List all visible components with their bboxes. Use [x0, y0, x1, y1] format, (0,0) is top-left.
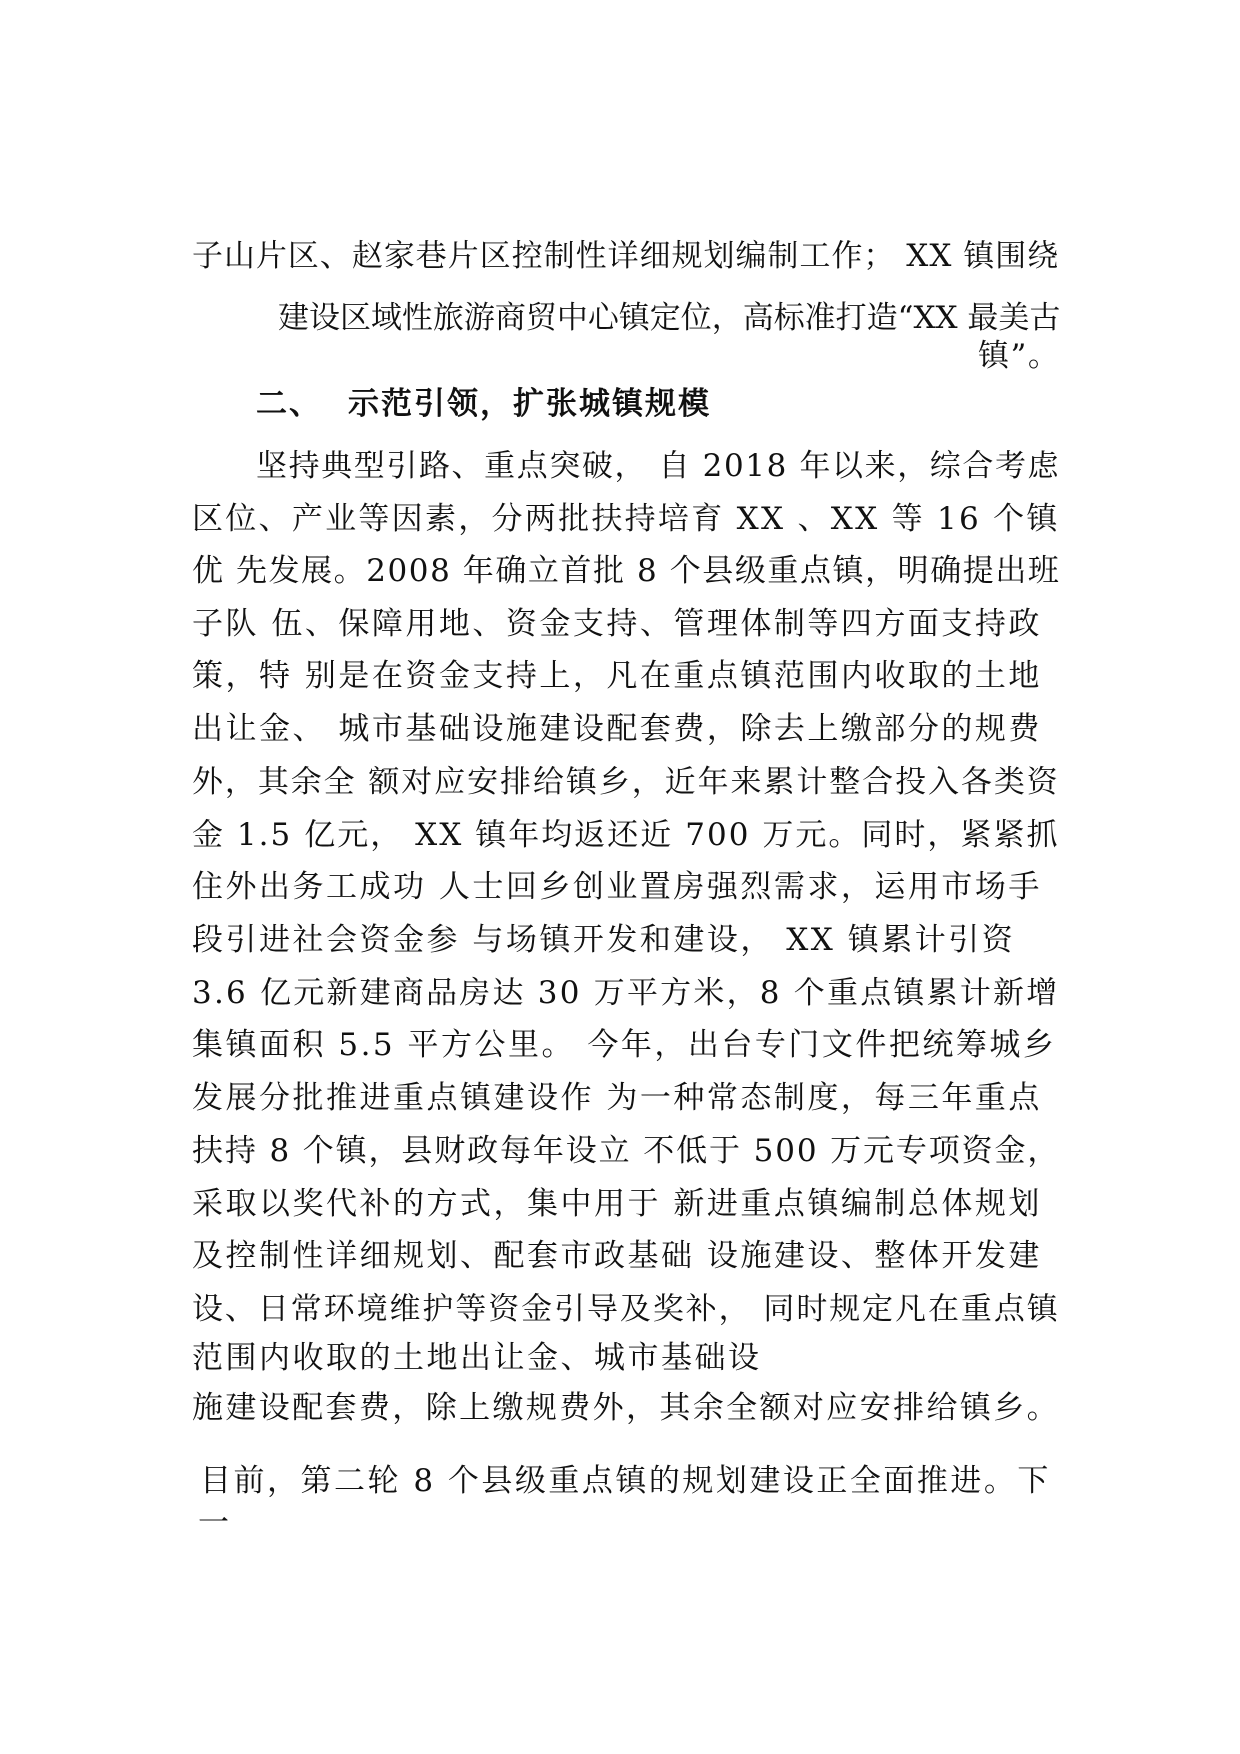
text-line: 3.6 亿元新建商品房达 30 万平方米，8 个重点镇累计新增: [192, 975, 1060, 1011]
text-line: 设、日常环境维护等资金引导及奖补， 同时规定凡在重点镇: [192, 1291, 1060, 1327]
text-line: 住外出务工成功 人士回乡创业置房强烈需求，运用市场手: [192, 869, 1042, 905]
text-line: 策，特 别是在资金支持上，凡在重点镇范围内收取的土地: [192, 658, 1042, 694]
text-line: 建设区域性旅游商贸中心镇定位，高标准打造“XX 最美古: [278, 300, 1061, 336]
text-line: 目前，第二轮 8 个县级重点镇的规划建设正全面推进。下: [200, 1463, 1051, 1499]
text-line: 出让金、 城市基础设施建设配套费，除去上缴部分的规费: [192, 711, 1042, 747]
text-line: 优 先发展。2008 年确立首批 8 个县级重点镇，明确提出班: [192, 553, 1061, 589]
section-heading: [256, 384, 711, 424]
text-line: 外，其余全 额对应安排给镇乡，近年来累计整合投入各类资: [192, 764, 1060, 800]
text-line: 坚持典型引路、重点突破， 自 2018 年以来，综合考虑: [256, 448, 1061, 484]
section-title: 示范引领，扩张城镇规模: [348, 386, 711, 422]
text-line: 子山片区、赵家巷片区控制性详细规划编制工作； XX 镇围绕: [192, 238, 1060, 274]
text-line: 施建设配套费，除上缴规费外，其余全额对应安排给镇乡。: [192, 1390, 1060, 1426]
text-line: 段引进社会资金参 与场镇开发和建设， XX 镇累计引资: [192, 922, 1016, 958]
text-line: 一: [198, 1505, 232, 1541]
text-line: 区位、产业等因素，分两批扶持培育 XX 、XX 等 16 个镇: [192, 501, 1060, 537]
text-line: 采取以奖代补的方式，集中用于 新进重点镇编制总体规划: [192, 1186, 1042, 1222]
text-line: 扶持 8 个镇，县财政每年设立 不低于 500 万元专项资金，: [192, 1133, 1061, 1169]
section-number: 二、: [256, 386, 322, 422]
text-line: 金 1.5 亿元， XX 镇年均返还近 700 万元。同时，紧紧抓: [192, 817, 1060, 853]
text-line: 子队 伍、保障用地、资金支持、管理体制等四方面支持政: [192, 606, 1042, 642]
text-line: 集镇面积 5.5 平方公里。 今年，出台专门文件把统筹城乡: [192, 1027, 1057, 1063]
text-line: 镇”。: [978, 338, 1061, 374]
text-line: 范围内收取的土地出让金、城市基础设: [192, 1340, 762, 1376]
text-line: 及控制性详细规划、配套市政基础 设施建设、整体开发建: [192, 1238, 1042, 1274]
text-line: 发展分批推进重点镇建设作 为一种常态制度，每三年重点: [192, 1080, 1042, 1116]
